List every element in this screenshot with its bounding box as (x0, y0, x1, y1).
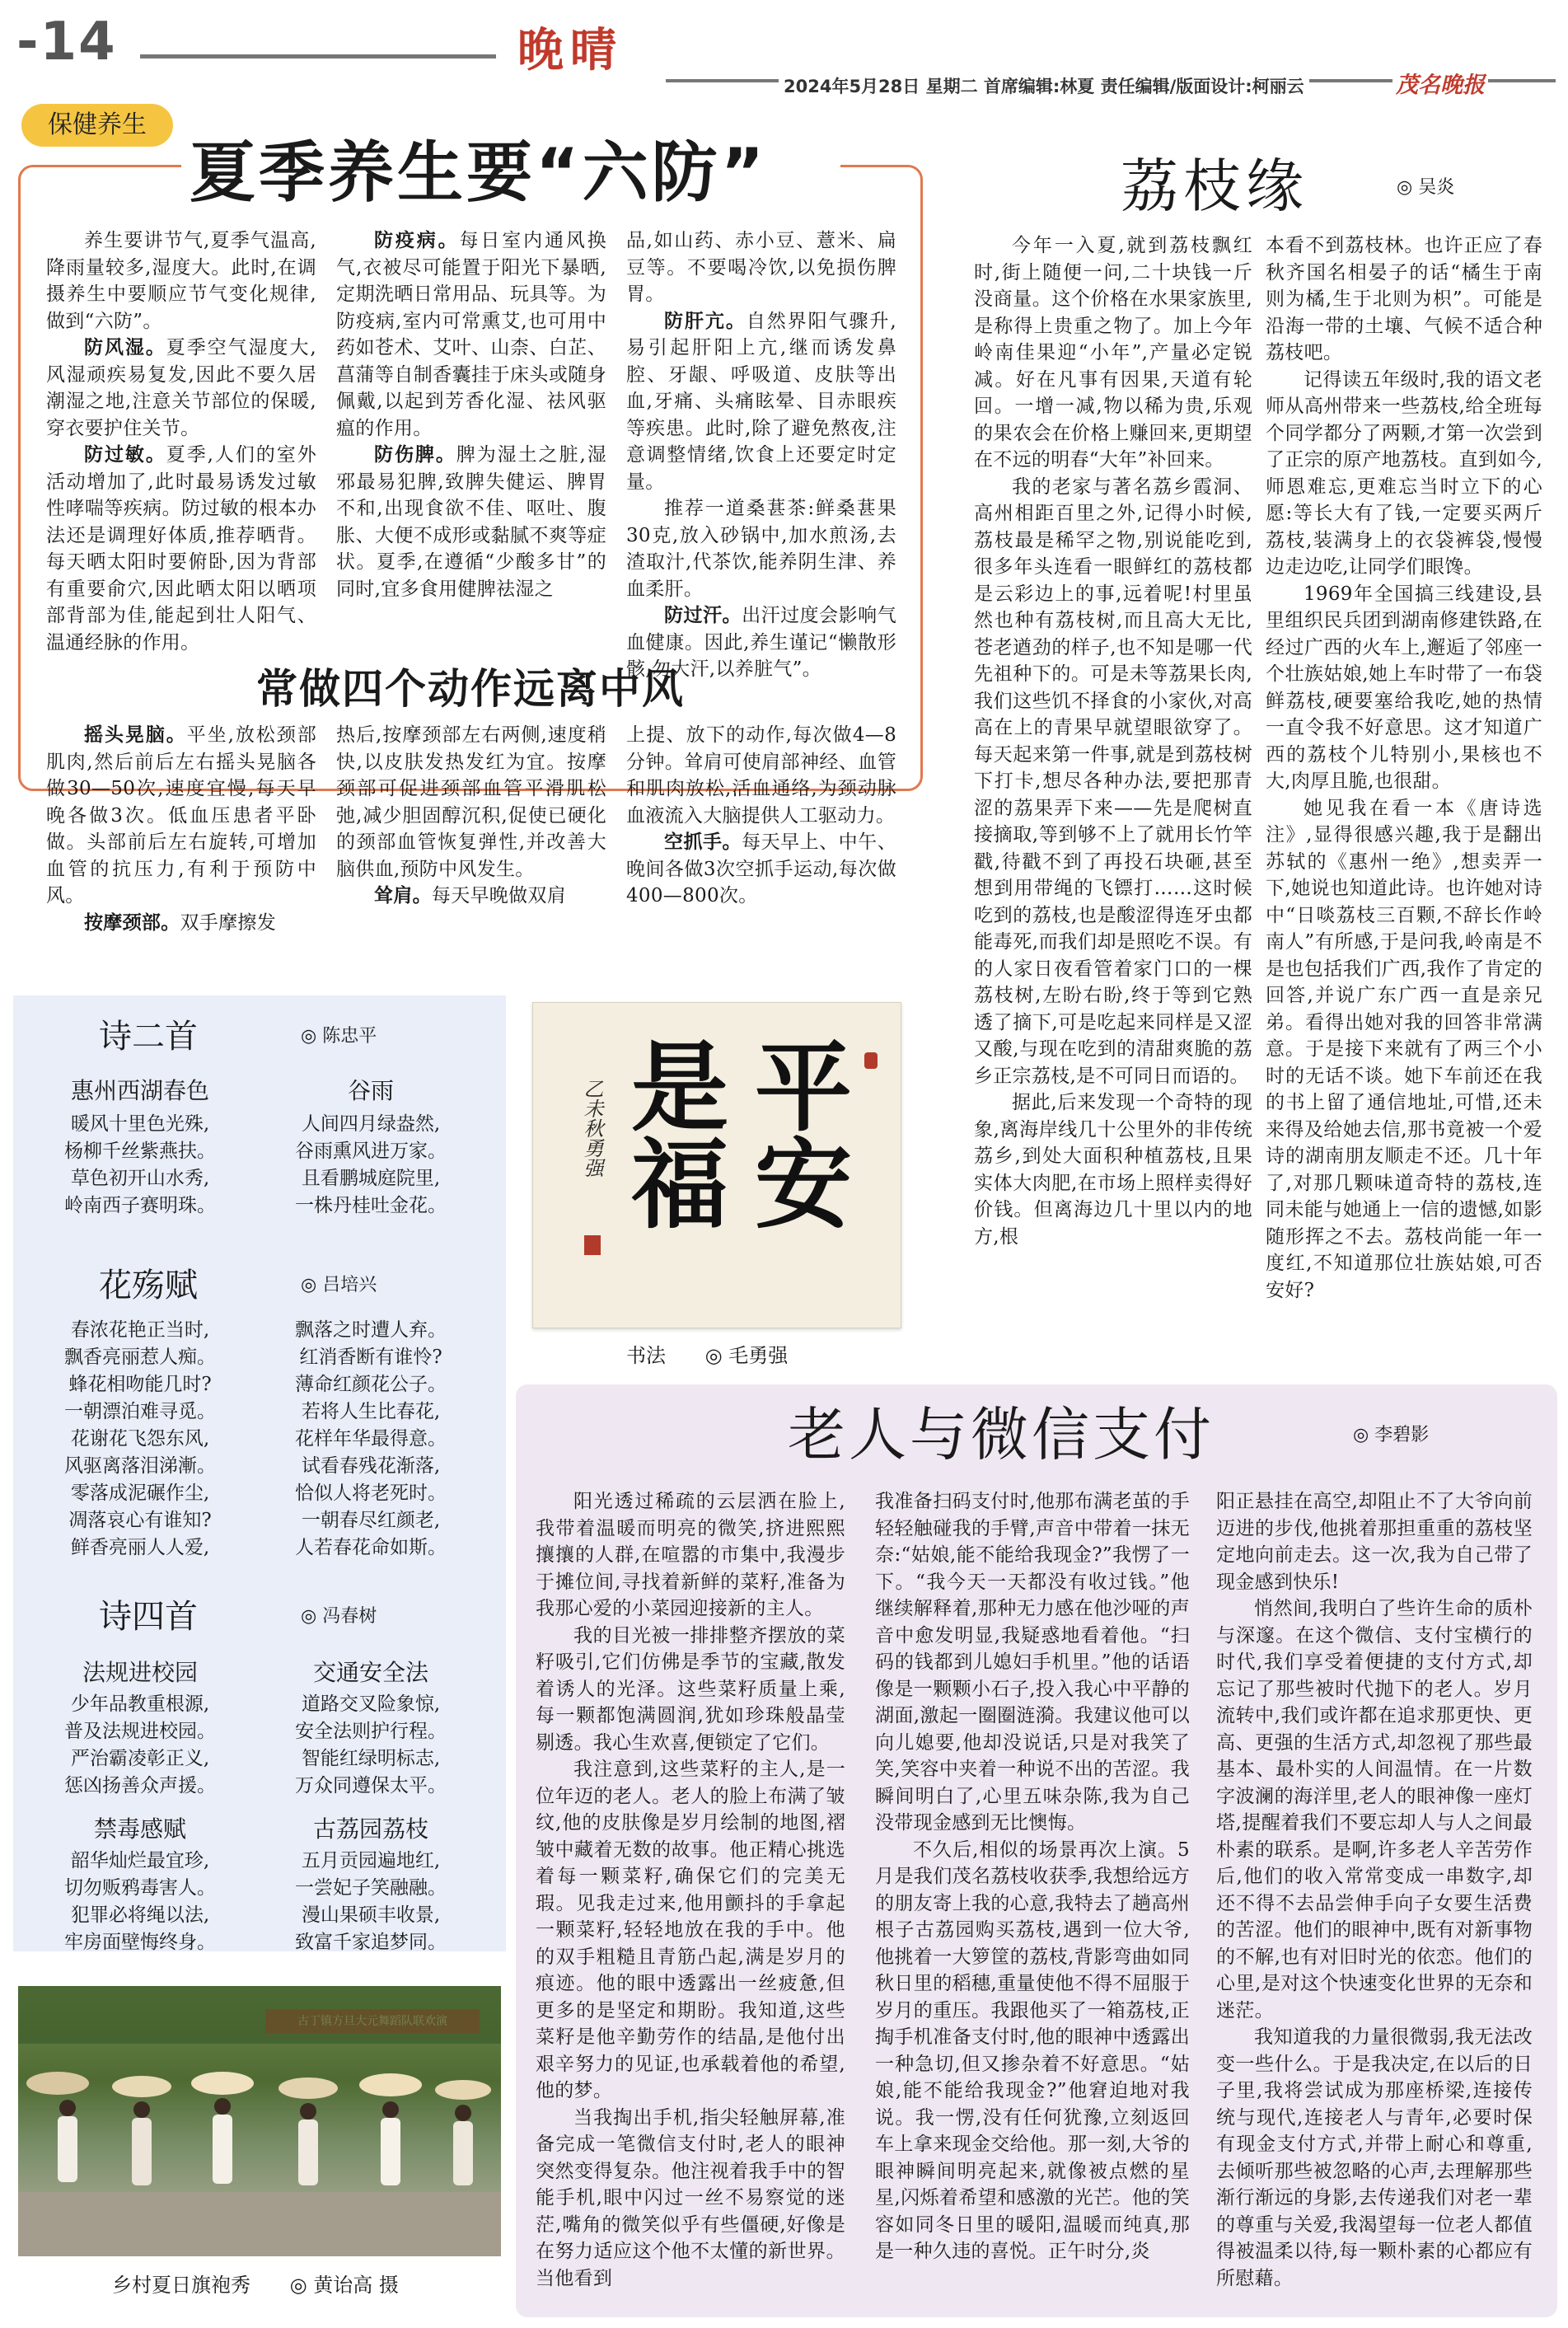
poem-subtitle: 惠州西湖春色 (70, 1077, 209, 1104)
poem-line: 飘香亮丽惹人痴。 (64, 1347, 216, 1368)
section-title: 晚晴 (517, 24, 623, 77)
wechat-para: 阳光透过稀疏的云层洒在脸上,我带着温暖而明亮的微笑,挤进熙熙攘攘的人群,在喧嚣的市集中,我漫步于摊位间,寻找着新鲜的菜籽,准备为我那心爱的小菜园迎接新的主人。 (536, 1491, 845, 1619)
poem-line: 杨柳千丝紫燕扶。 (64, 1141, 216, 1162)
poem-line: 花样年华最得意。 (295, 1428, 447, 1450)
poem-subtitle: 古荔园荔枝 (312, 1815, 428, 1843)
author-mark-icon: ◎ (289, 2274, 314, 2297)
poem-line: 安全法则护行程。 (295, 1721, 447, 1742)
poem-line: 严治霸凌彰正义, (70, 1748, 210, 1769)
wechat-col-2 (875, 1488, 1190, 2265)
poem-line: 一朝漂泊难寻觅。 (64, 1401, 216, 1422)
lychee-para: 今年一入夏,就到荔枝飘红时,街上随便一问,二十块钱一斤没商量。这个价格在水果家族里,是称得上贵重之物了。加上今年岭南佳果迎“小年”,产量必定锐减。好在凡事有因果,天道有轮回。一增一减,物以稀为贵,乐观的果农会在价格上赚回来,更期望在不远的明春“大年”补回来。 (974, 235, 1252, 471)
health-sub-col-3 (626, 722, 896, 910)
poem-line: 一尝妃子笑融融。 (295, 1877, 447, 1899)
wechat-byline: ◎ 李碧影 (1353, 1425, 1430, 1445)
poem-subtitle: 交通安全法 (312, 1659, 428, 1686)
health-tag: 保健养生 (21, 104, 173, 147)
poem-line: 道路交叉险象惊, (301, 1693, 441, 1715)
poem (264, 1073, 478, 1220)
health-title: 夏季养生要“六防” (181, 132, 840, 214)
poem-line: 谷雨熏风进万家。 (295, 1141, 447, 1162)
poem-line: 试看春残花渐落, (301, 1455, 441, 1477)
poem-line: 一朝春尽红颜老, (301, 1510, 441, 1531)
health-para: 摇头晃脑。平坐,放松颈部肌肉,然后前后左右摇头晃脑各做30—50次,速度宜慢,每天早晚各做3次。低血压患者平卧做。头部前后左右旋转,可增加血管的抗压力,有利于预防中风。 (46, 724, 316, 906)
author-mark-icon: ◎ (301, 1275, 323, 1295)
health-sub-col-1 (46, 722, 316, 936)
poem-line: 犯罪必将绳以法, (70, 1904, 210, 1926)
health-sub-col-2 (336, 722, 606, 910)
calligraphy-inscription: 乙未秋勇强 (580, 1079, 603, 1178)
lychee-col-1 (974, 232, 1252, 1250)
dancer-figure (435, 2080, 491, 2185)
photo-figures (18, 1986, 501, 2256)
dancer-figure (26, 2072, 89, 2182)
poem-line: 若将人生比春花, (301, 1401, 441, 1422)
poem-line: 漫山果硕丰收景, (301, 1904, 441, 1926)
health-para: 品,如山药、赤小豆、薏米、扁豆等。不要喝冷饮,以免损伤脾胃。 (626, 230, 896, 305)
poem-line: 万众同遵保太平。 (295, 1775, 447, 1796)
poem-line: 致富千家追梦同。 (295, 1932, 447, 1953)
poem-line: 且看鹏城庭院里, (301, 1168, 441, 1189)
health-para: 热后,按摩颈部左右两侧,速度稍快,以皮肤发热发红为宜。按摩颈部可促进颈部血管平滑肌松弛,减少胆固醇沉积,促使已硬化的颈部血管恢复弹性,并改善大脑供血,预防中风发生。 (336, 724, 606, 880)
poem (264, 1317, 478, 1562)
poem (264, 1811, 478, 1956)
poem-subtitle: 法规进校园 (82, 1659, 198, 1686)
masthead-info: 2024年5月28日 星期二 首席编辑:林夏 责任编辑/版面设计:柯丽云 (779, 74, 1309, 99)
poem-line: 人若春花命如斯。 (295, 1537, 447, 1558)
dancer-figure (191, 2072, 254, 2184)
poem-subtitle: 谷雨 (347, 1077, 394, 1104)
lychee-para: 记得读五年级时,我的语文老师从高州带来一些荔枝,给全班每个同学都分了两颗,才第一次尝到了正宗的原产地荔枝。直到如今,师恩难忘,更难忘当时立下的心愿:等长大有了钱,一定要买两斤荔枝,装满身上的衣袋裤袋,慢慢边走边吃,让同学们眼馋。 (1266, 368, 1542, 578)
author-mark-icon: ◎ (301, 1026, 323, 1047)
poem-line: 风驱离落泪涕漸。 (64, 1455, 216, 1477)
poem-title: 诗二首 (99, 1018, 198, 1056)
poem-line: 花谢花飞怨东风, (70, 1428, 210, 1450)
wechat-para: 我知道我的力量很微弱,我无法改变一些什么。于是我决定,在以后的日子里,我将尝试成为那座桥梁,连接传统与现代,连接老人与青年,必要时保有现金支付方式,并带上耐心和尊重,去倾听那些被忽略的心声,去理解那些渐行渐远的身影,去传递我们对老一辈的尊重与关爱,我渴望每一位老人都值得被温柔以待,每一颗朴素的心都应有所慰藉。 (1216, 2026, 1533, 2289)
lychee-para: 1969年全国搞三线建设,县里组织民兵团到湖南修建铁路,在经过广西的火车上,邂逅了邻座一个壮族姑娘,她上车时带了一布袋鲜荔枝,硬要塞给我吃,她的热情一直令我不好意思。这才知道广西的荔枝个儿特别小,果核也不大,肉厚且脆,也很甜。 (1266, 583, 1542, 792)
health-para: 防过汗。出汗过度会影响气血健康。因此,养生谨记“懒散形骸,勿大汗,以养脏气”。 (626, 604, 896, 680)
poem-line: 五月贡园遍地红, (301, 1850, 441, 1871)
wechat-para: 不久后,相似的场景再次上演。5月是我们茂名荔枝收获季,我想给远方的朋友寄上我的心意,我特去了趟高州根子古荔园购买荔枝,遇到一位大爷,他挑着一大箩筐的荔枝,背影弯曲如同秋日里的稻穗,重量使他不得不屈服于岁月的重压。我跟他买了一箱荔枝,正掏手机准备支付时,他的眼神中透露出一种急切,但又掺杂着不好意思。“姑娘,能不能给我现金?”他窘迫地对我说。我一愣,没有任何犹豫,立刻返回车上拿来现金交给他。那一刻,大爷的眼神瞬间明亮起来,就像被点燃的星星,闪烁着希望和感激的光芒。他的笑容如同冬日里的暖阳,温暖而纯真,那是一种久违的喜悦。正午时分,炎 (875, 1839, 1190, 2262)
poem-title: 花殇赋 (99, 1267, 198, 1305)
lychee-para: 我的老家与著名荔乡霞洞、高州相距百里之外,记得小时候,荔枝最是稀罕之物,别说能吃到,很多年头连看一眼鲜红的荔枝都是云彩边上的事,远着呢!村里虽然也种有荔枝树,而且高大无比,苍老遒劲的样子,也不知是哪一代先祖种下的。可是未等荔果长肉,我们这些饥不择食的小家伙,对高高在上的青果早就望眼欲穿了。每天起来第一件事,就是到荔枝树下打卡,想尽各种办法,要把那青涩的荔果弄下来——先是爬树直接摘取,等到够不上了就用长竹竿戳,待戳不到了再投石块砸,甚至想到用带绳的飞镖打……这时候吃到的荔枝,也是酸涩得连牙虫都能毒死,而我们却是照吃不误。有的人家日夜看管着家门口的一棵荔枝树,左盼右盼,终于等到它熟透了摘下,可是吃起来同样是又涩又酸,与现在吃到的清甜爽脆的荔乡正宗荔枝,是不可同日而语的。 (974, 475, 1252, 1087)
health-col-1 (46, 227, 316, 656)
poem-line: 红消香断有谁怜? (299, 1347, 442, 1368)
poem-author: ◎ 冯春树 (301, 1606, 377, 1627)
page-number: -14 (16, 12, 117, 73)
calligraphy-seal-icon (864, 1052, 878, 1069)
wechat-para: 阳正悬挂在高空,却阻止不了大爷向前迈进的步伐,他挑着那担重重的荔枝坚定地向前走去。这一次,我为自己带了现金感到快乐! (1216, 1491, 1533, 1593)
health-para: 养生要讲节气,夏季气温高,降雨量较多,湿度大。此时,在调摄养生中要顺应节气变化规律,做到“六防”。 (46, 230, 316, 332)
poem-author: ◎ 陈忠平 (301, 1026, 377, 1047)
poem-line: 人间四月绿盎然, (301, 1113, 441, 1135)
author-mark-icon: ◎ (301, 1606, 323, 1627)
dancer-figure (359, 2073, 422, 2185)
author-mark-icon: ◎ (704, 1344, 729, 1367)
calligraphy-chars-right: 平安 (738, 1036, 853, 1230)
calligraphy-artwork (532, 1002, 901, 1328)
masthead-rule-left (140, 54, 496, 59)
health-para: 防过敏。夏季,人们的室外活动增加了,此时最易诱发过敏性哮喘等疾病。防过敏的根本办法还是调理好体质,推荐晒背。每天晒太阳时要俯卧,因为背部有重要俞穴,因此晒太阳以晒项部背部为佳,能起到壮人阳气、温通经脉的作用。 (46, 443, 316, 653)
poem-line: 鲜香亮丽人人爱, (70, 1537, 210, 1558)
poem (33, 1317, 247, 1562)
wechat-title: 老人与微信支付 (788, 1401, 1215, 1468)
author-mark-icon: ◎ (1397, 177, 1419, 198)
poem-title: 诗四首 (99, 1598, 198, 1636)
photo-caption: 乡村夏日旗袍秀 ◎ 黄诒高 摄 (112, 2274, 399, 2297)
health-para: 推荐一道桑葚茶:鲜桑葚果30克,放入砂锅中,加水煎汤,去渣取汁,代茶饮,能养阴生津、养血柔肝。 (626, 498, 896, 600)
poem-author: ◎ 吕培兴 (301, 1275, 377, 1295)
poem-line: 岭南西子赛明珠。 (64, 1195, 216, 1216)
poem (264, 1655, 478, 1800)
health-col-3 (626, 227, 896, 683)
newspaper-logo: 茂名晚报 (1392, 73, 1488, 99)
poem-line: 薄命红颜花公子。 (295, 1374, 447, 1395)
health-para: 防伤脾。脾为湿土之脏,湿邪最易犯脾,致脾失健运、脾胃不和,出现食欲不佳、呕吐、腹胀、大便不成形或黏腻不爽等症状。夏季,在遵循“少酸多甘”的同时,宜多食用健脾祛湿之 (336, 443, 606, 600)
author-mark-icon: ◎ (1353, 1425, 1375, 1445)
dancer-figure (278, 2077, 338, 2185)
health-para: 空抓手。每天早上、中午、晚间各做3次空抓手运动,每次做400—800次。 (626, 831, 896, 906)
poem-line: 智能红绿明标志, (301, 1748, 441, 1769)
poem-line: 韶华灿烂最宜珍, (70, 1850, 210, 1871)
health-para: 按摩颈部。双手摩擦发 (84, 911, 276, 934)
health-para: 防疫病。每日室内通风换气,衣被尽可能置于阳光下暴晒,定期洗晒日常用品、玩具等。为防疫病,室内可常熏艾,也可用中药如苍术、艾叶、山柰、白芷、菖蒲等自制香囊挂于床头或随身佩戴,以起到芳香化湿、祛风驱瘟的作用。 (336, 229, 606, 439)
poem (33, 1811, 247, 1956)
health-para: 防肝亢。自然界阳气骤升,易引起肝阳上亢,继而诱发鼻腔、牙龈、呼吸道、皮肤等出血,牙痛、头痛眩晕、目赤眼疾等疾患。此时,除了避免熬夜,注意调整情绪,饮食上还要定时定量。 (626, 309, 896, 493)
poem-line: 牢房面壁悔终身。 (64, 1932, 216, 1953)
poem-line: 春浓花艳正当时, (70, 1319, 210, 1341)
lychee-col-2 (1266, 232, 1542, 1304)
poem-line: 少年品教重根源, (70, 1693, 210, 1715)
health-para: 耸肩。每天早晚做双肩 (374, 884, 567, 906)
dancer-figure (112, 2076, 171, 2185)
wechat-para: 悄然间,我明白了些许生命的质朴与深邃。在这个微信、支付宝横行的时代,我们享受着便捷的支付方式,却忘记了那些被时代抛下的老人。岁月流转中,我们或许都在追求那更快、更高、更强的生活方式,却忽视了那些最基本、最朴实的人间温情。在一片数字波澜的海洋里,老人的眼神像一座灯塔,提醒着我们不要忘却人与人之间最朴素的联系。是啊,许多老人辛苦劳作后,他们的收入常常变成一串数字,却还不得不去品尝伸手向子女要生活费的苦涩。他们的眼神中,既有对新事物的不解,也有对旧时光的依恋。他们的心里,是对这个快速变化世界的无奈和迷茫。 (1216, 1598, 1533, 2021)
health-para: 防风湿。夏季空气湿度大,风湿顽疾易复发,因此不要久居潮湿之地,注意关节部位的保暖,穿衣要护住关节。 (46, 336, 316, 439)
wechat-col-3 (1216, 1488, 1533, 2292)
poem-line: 惩凶扬善众声援。 (64, 1775, 216, 1796)
wechat-col-1 (536, 1488, 845, 2292)
wechat-para: 我的目光被一排排整齐摆放的菜籽吸引,它们仿佛是季节的宝藏,散发着诱人的光泽。这些菜籽质量上乘,每一颗都饱满圆润,犹如珍珠般晶莹剔透。我心生欢喜,便锁定了它们。 (536, 1624, 845, 1754)
health-col-2 (336, 227, 606, 602)
wechat-para: 当我掏出手机,指尖轻触屏幕,准备完成一笔微信支付时,老人的眼神突然变得复杂。他注视着我手中的智能手机,眼中闪过一丝不易察觉的迷茫,嘴角的微笑似乎有些僵硬,好像是在努力适应这个他不太懂的新世界。当他看到 (536, 2106, 845, 2289)
calligraphy-seal-icon (584, 1235, 601, 1255)
lychee-byline: ◎ 吴炎 (1397, 177, 1455, 198)
wechat-para: 我注意到,这些菜籽的主人,是一位年迈的老人。老人的脸上布满了皱纹,他的皮肤像是岁月绘制的地图,褶皱中藏着无数的故事。他正精心挑选着每一颗菜籽,确保它们的完美无瑕。见我走过来,他用颤抖的手拿起一颗菜籽,轻轻地放在我的手中。他的双手粗糙且青筋凸起,满是岁月的痕迹。他的眼中透露出一丝疲惫,但更多的是坚定和期盼。我知道,这些菜籽是他辛勤劳作的结晶,是他付出艰辛努力的见证,也承载着他的希望,他的梦。 (536, 1759, 845, 2101)
lychee-title: 荔枝缘 (1121, 152, 1308, 220)
poem-line: 凋落哀心有谁知? (68, 1510, 212, 1531)
poem-line: 切勿贩鸦毒害人。 (64, 1877, 216, 1899)
poem-line: 一株丹桂吐金花。 (295, 1195, 447, 1216)
poem (33, 1655, 247, 1800)
wechat-para: 我准备扫码支付时,他那布满老茧的手轻轻触碰我的手臂,声音中带着一抹无奈:“姑娘,能不能给我现金?”我愣了一下。“我今天一天都没有收过钱。”他继续解释着,那种无力感在他沙哑的声音中愈发明显,我疑惑地看着他。“扫码的钱都到儿媳妇手机里。”他的话语像是一颗颗小石子,投入我心中平静的湖面,激起一圈圈涟漪。我建议他可以向儿媳要,他却没说话,只是对我笑了笑,笑容中夹着一种说不出的苦涩。我瞬间明白了,心里五味杂陈,我为自己没带现金感到无比懊悔。 (875, 1491, 1190, 1834)
poem-line: 普及法规进校园。 (64, 1721, 216, 1742)
lychee-para: 本看不到荔枝林。也许正应了春秋齐国名相晏子的话“橘生于南则为橘,生于北则为枳”。可能是沿海一带的土壤、气候不适合种荔枝吧。 (1266, 235, 1542, 363)
lychee-para: 她见我在看一本《唐诗选注》,显得很感兴趣,我于是翻出苏轼的《惠州一绝》,想卖弄一下,她说也知道此诗。也许她对诗中“日啖荔枝三百颗,不辞长作岭南人”有所感,于是问我,岭南是不是也包括我们广西,我作了肯定的回答,并说广东广西一直是亲兄弟。看得出她对我的回答非常满意。于是接下来就有了两三个小时的无话不谈。她下车前还在我的书上留了通信地址,可惜,还未来得及给她去信,那书竟被一个爱诗的湖南朋友顺走不还。几十年了,对那几颗味道奇特的荔枝,连同未能与她通上一信的遗憾,如影随形挥之不去。荔枝尚能一年一度红,不知道那位壮族姑娘,可否安好? (1266, 797, 1542, 1301)
village-photo (18, 1986, 501, 2256)
poem-line: 暖风十里色光殊, (70, 1113, 210, 1135)
poem-line: 草色初开山水秀, (70, 1168, 210, 1189)
health-para: 上提、放下的动作,每次做4—8分钟。耸肩可使肩部神经、血管和肌肉放松,活血通络,为颈动脉血液流入大脑提供人工驱动力。 (626, 724, 896, 827)
calligraphy-chars-left: 是福 (615, 1036, 729, 1230)
poem-subtitle: 禁毒感赋 (93, 1815, 186, 1843)
poem-line: 飘落之时遭人弃。 (295, 1319, 447, 1341)
calligraphy-caption: 书法 ◎ 毛勇强 (626, 1344, 789, 1367)
poem-line: 零落成泥碾作尘, (70, 1483, 210, 1504)
health-subtitle: 常做四个动作远离中风 (256, 665, 685, 713)
poem (33, 1073, 247, 1220)
poem-line: 恰似人将老死时。 (295, 1483, 447, 1504)
lychee-para: 据此,后来发现一个奇特的现象,离海岸线几十公里外的非传统荔乡,到处大面积种植荔枝,且果实体大肉肥,在市场上照样卖得好价钱。但离海边几十里以内的地方,根 (974, 1092, 1252, 1248)
poem-line: 蜂花相吻能几时? (68, 1374, 212, 1395)
